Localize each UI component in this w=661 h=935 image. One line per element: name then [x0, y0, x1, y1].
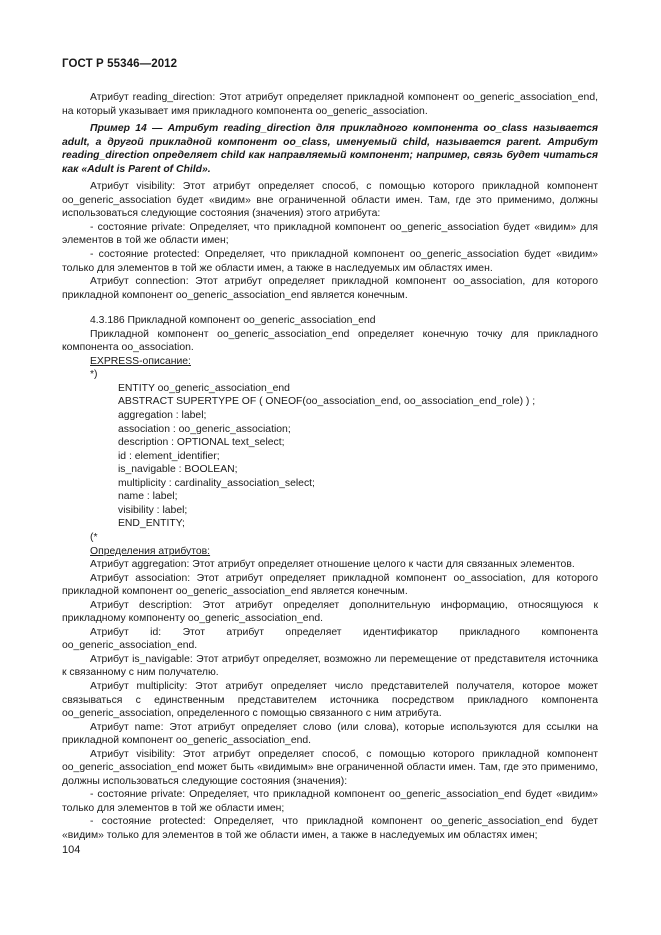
paragraph: Атрибут multiplicity: Этот атрибут определяет число представителей получателя, которое может связываться с единственным представителем источника посредством прикладного компонента oo_generic_association, определенного с помощью связанного с ним атрибута. [62, 680, 598, 720]
document-header: ГОСТ Р 55346—2012 [62, 58, 178, 70]
paragraph: Атрибут description: Этот атрибут определяет дополнительную информацию, относящуюся к прикладному компоненту oo_generic_association_end. [62, 599, 598, 625]
code-attribute-line: multiplicity : cardinality_association_select; [118, 477, 315, 489]
code-line: *) [90, 369, 98, 381]
code-attribute-line: id : element_identifier; [118, 450, 220, 462]
underlined-label: Определения атрибутов: [90, 545, 211, 557]
section-label [62, 355, 598, 369]
paragraph: Атрибут connection: Этот атрибут определяет прикладной компонент oo_association, для которого прикладной компонент oo_generic_association_end является конечным. [62, 276, 598, 301]
paragraph: - состояние private: Определяет, что прикладной компонент oo_generic_association_end будет «видим» только для элементов в той же области имен; [62, 789, 598, 814]
paragraph: Атрибут is_navigable: Этот атрибут определяет, возможно ли перемещение от представителя источника к связанному с ним получателю. [62, 653, 598, 679]
paragraph: Атрибут visibility: Этот атрибут определяет способ, с помощью которого прикладной компонент oo_generic_association_end может быть «видимым» вне ограниченной области имен. Там, где это применимо, должны использоваться следующие состояния (значения): [62, 748, 598, 787]
code-line: ABSTRACT SUPERTYPE OF ( ONEOF(oo_association_end, oo_association_end_role) ) ; [118, 396, 536, 408]
document-body [62, 91, 598, 843]
paragraph: Прикладной компонент oo_generic_association_end определяет конечную точку для прикладного компонента oo_association. [62, 328, 598, 354]
paragraph: Атрибут id: Этот атрибут определяет идентификатор прикладного компонента oo_generic_association_end. [62, 626, 598, 652]
code-line: ENTITY oo_generic_association_end [118, 382, 290, 394]
example-paragraph: Пример 14 — Атрибут reading_direction для прикладного компонента oo_class называется adult, а другой прикладной компонент oo_class, именуемый child, называется parent. Атрибут reading_direction определяет child как направляемый компонент; например, связь будет читаться как «Adult is Parent of Child». [62, 123, 598, 175]
page-number: 104 [62, 844, 81, 856]
code-attribute-line: aggregation : label; [118, 410, 207, 422]
paragraph: - состояние private: Определяет, что прикладной компонент oo_generic_association будет «видим» для элементов в той же области имен; [62, 221, 598, 247]
code-line: (* [90, 531, 98, 543]
paragraph: - состояние protected: Определяет, что прикладной компонент oo_generic_association будет «видим» только для элементов в той же области имен, а также в наследуемых им областях имен. [62, 249, 598, 274]
paragraph: Атрибут aggregation: Этот атрибут определяет отношение целого к части для связанных элементов. [90, 559, 575, 571]
underlined-label: EXPRESS-описание: [90, 355, 191, 367]
code-attribute-line: name : label; [118, 491, 178, 503]
spacer [62, 302, 598, 314]
code-attribute-line: is_navigable : BOOLEAN; [118, 464, 238, 476]
paragraph: Атрибут visibility: Этот атрибут определяет способ, с помощью которого прикладной компонент oo_generic_association будет «видим» вне ограниченной области имен. Там, где это применимо, должны использоваться следующие состояния (значения) этого атрибута: [62, 181, 598, 220]
paragraph: - состояние protected: Определяет, что прикладной компонент oo_generic_association_end будет «видим» только для элементов в той же области имен, а также в наследуемых им областях имен; [62, 816, 598, 841]
paragraph: Атрибут reading_direction: Этот атрибут определяет прикладной компонент oo_generic_association_end, на который указывает имя прикладного компонента oo_generic_association. [62, 92, 598, 117]
code-attribute-line: description : OPTIONAL text_select; [118, 437, 285, 449]
paragraph: Атрибут association: Этот атрибут определяет прикладной компонент oo_association, для которого прикладной компонент oo_generic_association_end является конечным. [62, 572, 598, 598]
code-line: END_ENTITY; [118, 518, 185, 530]
code-attribute-line: visibility : label; [118, 504, 188, 516]
paragraph: Атрибут name: Этот атрибут определяет слово (или слова), которые используются для ссылки на прикладной компонент oo_generic_association_end. [62, 721, 598, 747]
section-label [62, 545, 598, 559]
paragraph: 4.3.186 Прикладной компонент oo_generic_association_end [90, 315, 376, 327]
code-attribute-line: association : oo_generic_association; [118, 423, 291, 435]
